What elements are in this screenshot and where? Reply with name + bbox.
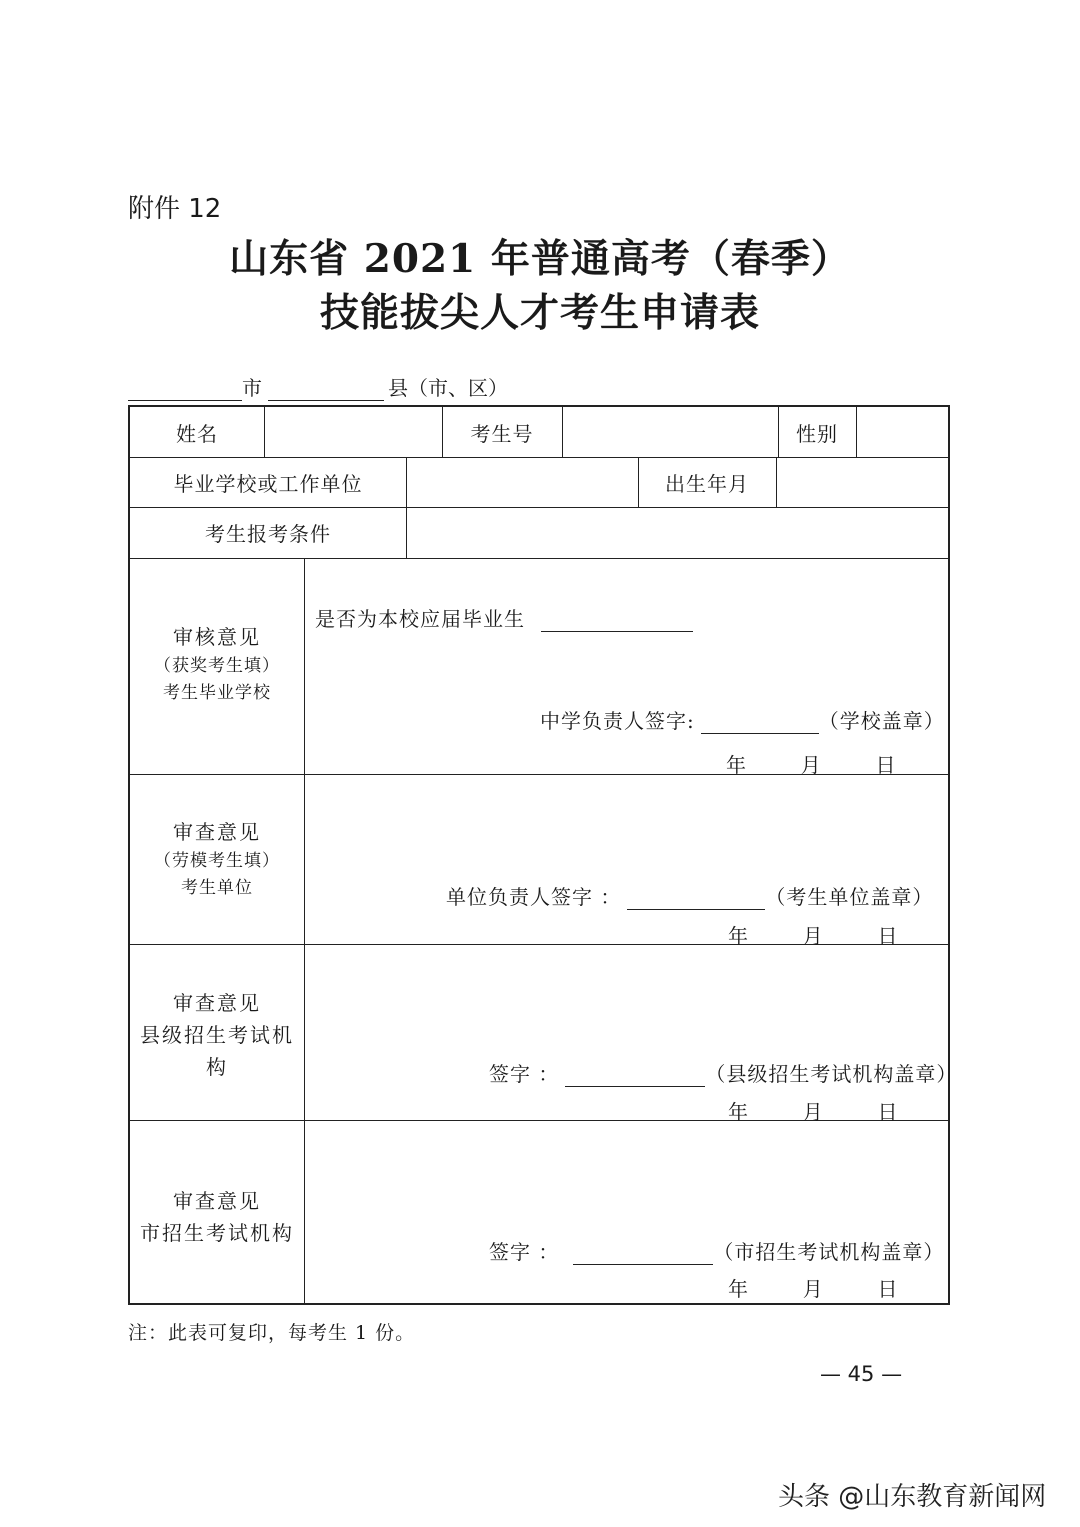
unit-date [728,920,897,949]
section-title: 审查意见 [173,820,261,844]
county-label: 县（市、区） [388,376,508,400]
exam-number-field[interactable] [562,407,778,457]
date-year: 年 [728,1277,748,1301]
city-blank[interactable] [128,378,242,401]
signature-label: 单位负责人签字 ： [446,885,622,909]
unit-signature-blank[interactable] [627,889,765,910]
school-label: 毕业学校或工作单位 [173,471,363,496]
date-month: 月 [802,1277,823,1301]
section-subtitle: 市招生考试机构 [140,1221,294,1245]
gender-label: 性别 [796,421,838,446]
birth-label: 出生年月 [665,471,749,496]
footnote: 注：此表可复印，每考生 1 份。 [128,1322,416,1344]
school-signature-blank[interactable] [701,713,819,734]
section-subtitle: 考生毕业学校 [163,683,271,704]
fresh-graduate-blank[interactable] [541,611,693,632]
school-review-label [130,621,304,707]
page-number: — 45 — [820,1362,903,1386]
county-review-label [130,987,304,1083]
city-label: 市 [242,376,262,400]
date-day: 日 [877,924,898,948]
section-title: 审查意见 [173,991,261,1015]
signature-label: 中学负责人签字: [540,709,695,733]
county-signature-line [489,1058,957,1087]
form-title-line1: 山东省 2021 年普通高考（春季） [229,236,851,282]
exam-number-label: 考生号 [470,421,534,446]
signature-label: 签字 ： [489,1062,560,1086]
date-day: 日 [877,1100,898,1124]
city-review-label [130,1185,304,1249]
seal-label: （学校盖章） [818,709,945,733]
row-divider [130,558,948,559]
school-field[interactable] [406,457,638,507]
section-subtitle: 构 [206,1055,228,1079]
section-subtitle: 县级招生考试机 [140,1023,294,1047]
date-day: 日 [875,753,896,777]
city-date [728,1273,897,1302]
county-signature-blank[interactable] [565,1066,705,1087]
county-date [728,1096,897,1125]
date-day: 日 [877,1277,898,1301]
date-month: 月 [800,753,821,777]
attachment-label: 附件 12 [128,194,222,224]
fresh-graduate-question [315,603,693,632]
signature-label: 签字 ： [489,1240,560,1264]
seal-label: （考生单位盖章） [765,885,934,909]
gender-field[interactable] [856,407,950,457]
unit-review-label [130,816,304,902]
condition-label: 考生报考条件 [205,522,331,546]
birth-field[interactable] [776,457,950,507]
seal-label: （市招生考试机构盖章） [713,1240,945,1264]
unit-signature-line [446,881,933,910]
section-title: 审核意见 [173,625,261,649]
question-text: 是否为本校应届毕业生 [315,607,525,631]
name-field[interactable] [264,407,442,457]
seal-label: （县级招生考试机构盖章） [705,1062,958,1086]
region-line [128,372,508,401]
school-date [726,749,895,778]
date-year: 年 [728,924,748,948]
col-divider [304,558,305,1305]
city-signature-blank[interactable] [573,1244,713,1265]
application-form-table [128,405,958,1305]
city-signature-line [489,1236,944,1265]
form-title-line2: 技能拔尖人才考生申请表 [319,290,760,336]
date-year: 年 [728,1100,748,1124]
date-month: 月 [802,1100,823,1124]
name-label: 姓名 [176,421,218,446]
condition-field[interactable] [406,507,950,558]
section-subtitle: 考生单位 [181,878,253,899]
date-month: 月 [802,924,823,948]
date-year: 年 [726,753,746,777]
county-blank[interactable] [268,378,384,401]
school-signature-line [540,705,945,734]
watermark: 头条 @山东教育新闻网 [778,1482,1047,1512]
section-subtitle: （获奖考生填） [154,656,280,676]
section-subtitle: （劳模考生填） [154,851,280,871]
section-title: 审查意见 [173,1189,261,1213]
